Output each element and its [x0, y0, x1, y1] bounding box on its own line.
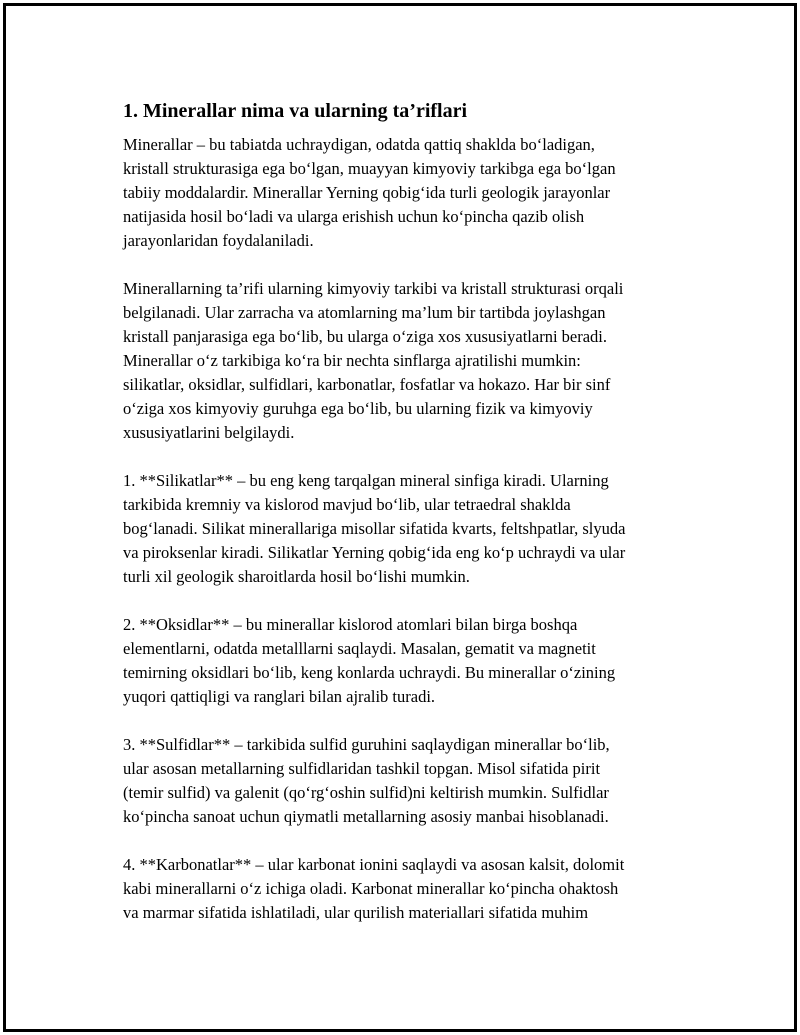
text-line: 2. **Oksidlar** – bu minerallar kislorod atomlari bilan birga boshqa	[123, 615, 578, 634]
text-line: belgilanadi. Ular zarracha va atomlarning ma’lum bir tartibda joylashgan	[123, 303, 606, 322]
text-line: (temir sulfid) va galenit (qo‘rg‘oshin sulfid)ni keltirish mumkin. Sulfidlar	[123, 783, 609, 802]
text-line: 4. **Karbonatlar** – ular karbonat ionini saqlaydi va asosan kalsit, dolomit	[123, 855, 625, 874]
text-line: kristall strukturasiga ega bo‘lgan, muayyan kimyoviy tarkibga ega bo‘lgan	[123, 159, 616, 178]
text-line: elementlarni, odatda metalllarni saqlaydi. Masalan, gematit va magnetit	[123, 639, 596, 658]
text-line: va piroksenlar kiradi. Silikatlar Yerning qobig‘ida eng ko‘p uchraydi va ular	[123, 543, 626, 562]
text-line: 3. **Sulfidlar** – tarkibida sulfid guruhini saqlaydigan minerallar bo‘lib,	[123, 735, 610, 754]
text-line: jarayonlaridan foydalaniladi.	[123, 231, 314, 250]
paragraph-carbonates	[123, 853, 701, 925]
text-line: Minerallar o‘z tarkibiga ko‘ra bir nechta sinflarga ajratilishi mumkin:	[123, 351, 581, 370]
text-line: yuqori qattiqligi va ranglari bilan ajralib turadi.	[123, 687, 436, 706]
paragraph-sulfides	[123, 733, 701, 829]
text-line: tabiiy moddalardir. Minerallar Yerning qobig‘ida turli geologik jarayonlar	[123, 183, 611, 202]
text-line: Minerallar – bu tabiatda uchraydigan, odatda qattiq shaklda bo‘ladigan,	[123, 135, 595, 154]
text-line: bog‘lanadi. Silikat minerallariga misollar sifatida kvarts, feltshpatlar, slyuda	[123, 519, 626, 538]
section-heading: 1. Minerallar nima va ularning ta’riflari	[123, 100, 468, 122]
text-line: temirning oksidlari bo‘lib, keng konlarda uchraydi. Bu minerallar o‘zining	[123, 663, 616, 682]
page-border	[3, 3, 797, 1032]
text-line: xususiyatlarini belgilaydi.	[123, 423, 295, 442]
text-line: Minerallarning ta’rifi ularning kimyoviy tarkibi va kristall strukturasi orqali	[123, 279, 624, 298]
text-line: va marmar sifatida ishlatiladi, ular qurilish materiallari sifatida muhim	[123, 903, 589, 922]
text-line: turli xil geologik sharoitlarda hosil bo‘lishi mumkin.	[123, 567, 470, 586]
text-line: ular asosan metallarning sulfidlaridan tashkil topgan. Misol sifatida pirit	[123, 759, 601, 778]
text-line: silikatlar, oksidlar, sulfidlari, karbonatlar, fosfatlar va hokazo. Har bir sinf	[123, 375, 611, 394]
text-line: kristall panjarasiga ega bo‘lib, bu ularga o‘ziga xos xususiyatlarni beradi.	[123, 327, 608, 346]
paragraph-intro	[123, 133, 701, 253]
text-line: kabi minerallarni o‘z ichiga oladi. Karbonat minerallar ko‘pincha ohaktosh	[123, 879, 619, 898]
text-line: o‘ziga xos kimyoviy guruhga ega bo‘lib, bu ularning fizik va kimyoviy	[123, 399, 593, 418]
paragraph-definition	[123, 277, 701, 445]
text-line: 1. **Silikatlar** – bu eng keng tarqalgan mineral sinfiga kiradi. Ularning	[123, 471, 609, 490]
text-line: ko‘pincha sanoat uchun qiymatli metallarning asosiy manbai hisoblanadi.	[123, 807, 609, 826]
document-body	[121, 98, 701, 949]
paragraph-silicates	[123, 469, 701, 589]
text-line: natijasida hosil bo‘ladi va ularga erishish uchun ko‘pincha qazib olish	[123, 207, 585, 226]
paragraph-oxides	[123, 613, 701, 709]
text-line: tarkibida kremniy va kislorod mavjud bo‘lib, ular tetraedral shaklda	[123, 495, 571, 514]
